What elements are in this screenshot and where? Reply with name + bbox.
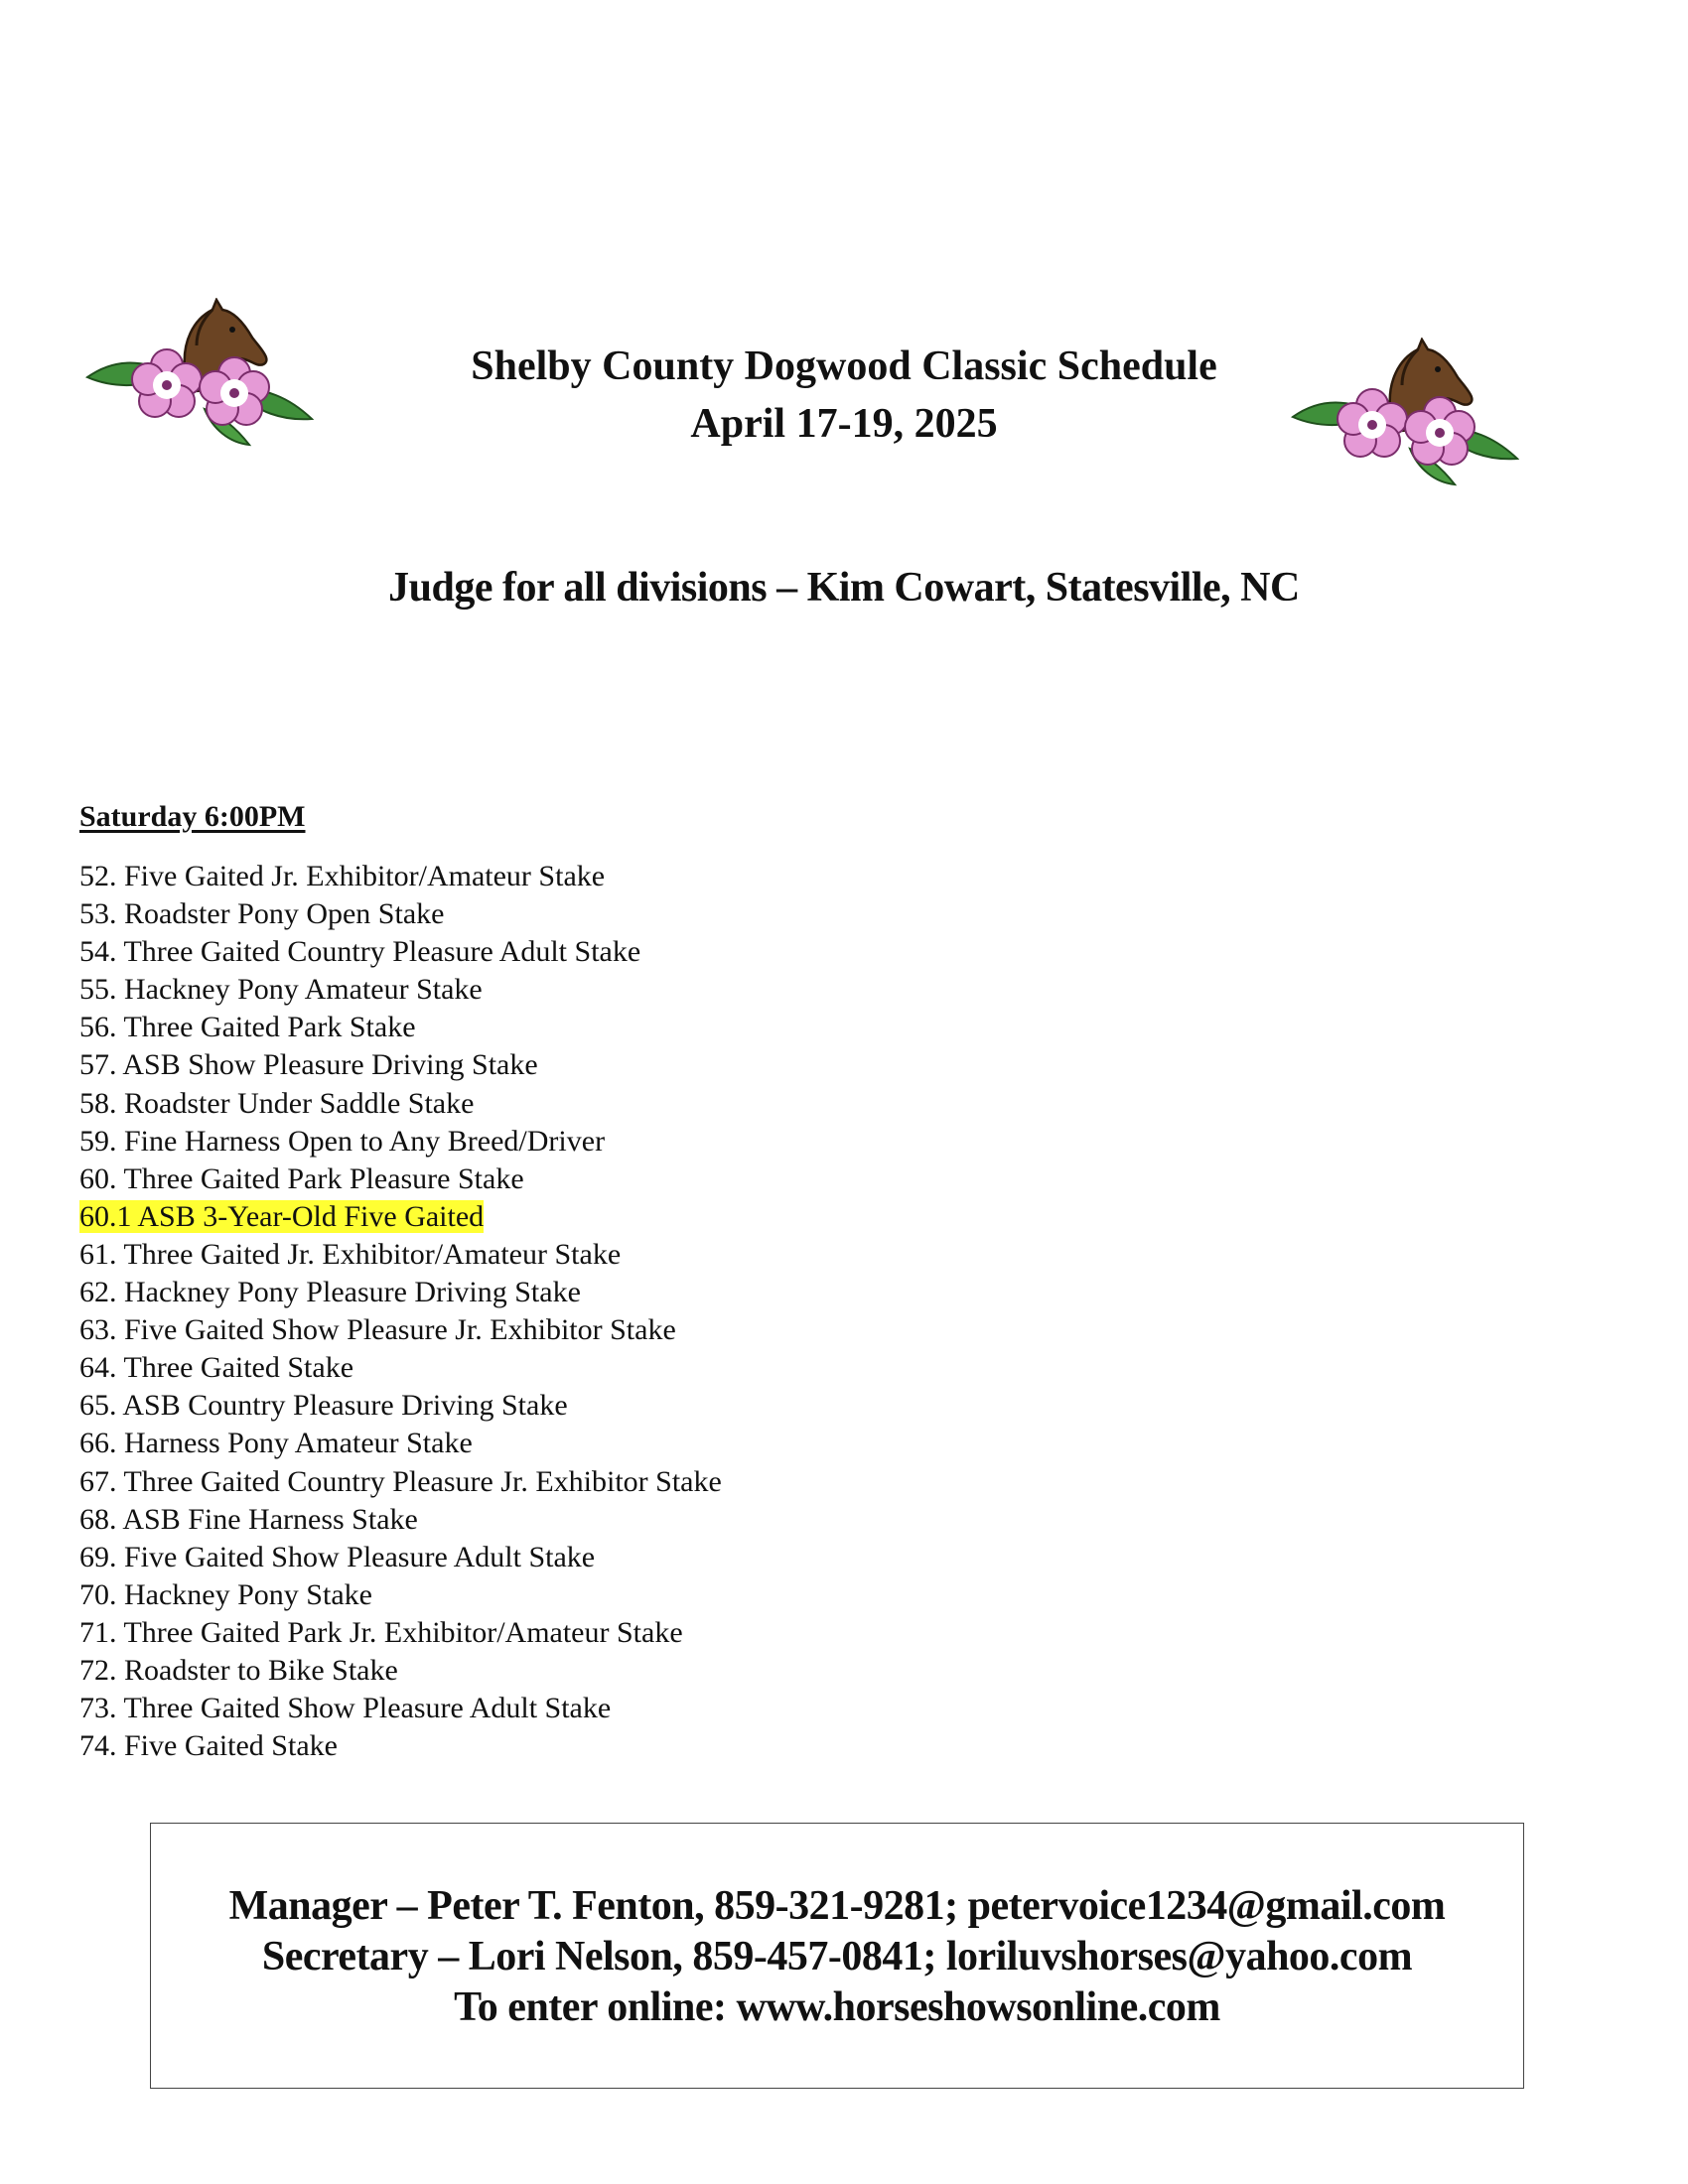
class-label: 73. Three Gaited Show Pleasure Adult Stake — [79, 1692, 612, 1725]
class-label: 74. Five Gaited Stake — [79, 1729, 338, 1763]
document-header — [0, 338, 1688, 453]
online-entry: To enter online: www.horseshowsonline.com — [454, 1984, 1220, 2030]
class-label: 59. Fine Harness Open to Any Breed/Driver — [79, 1124, 606, 1158]
class-list-item — [79, 1236, 722, 1274]
class-list-item — [79, 1274, 722, 1311]
class-label: 56. Three Gaited Park Stake — [79, 1011, 416, 1044]
class-list-item — [79, 1463, 722, 1501]
class-list-item — [79, 1085, 722, 1123]
class-label: 57. ASB Show Pleasure Driving Stake — [79, 1048, 538, 1082]
class-label: 72. Roadster to Bike Stake — [79, 1653, 398, 1687]
document-title: Shelby County Dogwood Classic Schedule — [471, 343, 1217, 389]
class-list-item — [79, 1387, 722, 1425]
class-label: 62. Hackney Pony Pleasure Driving Stake — [79, 1276, 581, 1309]
class-list-item — [79, 1539, 722, 1576]
class-label: 58. Roadster Under Saddle Stake — [79, 1086, 475, 1120]
class-list-item — [79, 895, 722, 933]
class-list-item — [79, 1123, 722, 1160]
class-list-item — [79, 1198, 722, 1236]
class-label: 69. Five Gaited Show Pleasure Adult Stake — [79, 1540, 596, 1573]
secretary-contact: Secretary – Lori Nelson, 859-457-0841; loriluvshorses@yahoo.com — [261, 1934, 1413, 1979]
class-list-item — [79, 1690, 722, 1727]
class-list-item — [79, 933, 722, 971]
class-list-item — [79, 1009, 722, 1046]
class-label: 60.1 ASB 3-Year-Old Five Gaited — [79, 1199, 485, 1233]
class-label: 53. Roadster Pony Open Stake — [79, 897, 445, 931]
class-label: 66. Harness Pony Amateur Stake — [79, 1427, 473, 1460]
class-label: 71. Three Gaited Park Jr. Exhibitor/Amateur Stake — [79, 1615, 683, 1649]
class-label: 64. Three Gaited Stake — [79, 1351, 354, 1385]
class-list-item — [79, 1349, 722, 1387]
class-list-item — [79, 1576, 722, 1614]
class-list-item — [79, 1501, 722, 1539]
class-label: 67. Three Gaited Country Pleasure Jr. Exhibitor Stake — [79, 1464, 722, 1498]
class-list-item — [79, 1652, 722, 1690]
session-heading: Saturday 6:00PM — [79, 800, 306, 833]
class-list-item — [79, 1727, 722, 1765]
class-label: 52. Five Gaited Jr. Exhibitor/Amateur Stake — [79, 860, 606, 892]
class-list-item — [79, 1311, 722, 1349]
class-label: 54. Three Gaited Country Pleasure Adult Stake — [79, 935, 641, 969]
class-list-item — [79, 1046, 722, 1084]
class-list-item — [79, 971, 722, 1009]
class-list-item — [79, 858, 722, 895]
class-list — [79, 858, 722, 1765]
class-list-item — [79, 1614, 722, 1652]
contact-box — [150, 1823, 1524, 2089]
class-label: 70. Hackney Pony Stake — [79, 1577, 372, 1611]
class-label: 60. Three Gaited Park Pleasure Stake — [79, 1161, 524, 1195]
event-dates: April 17-19, 2025 — [690, 401, 998, 447]
class-list-item — [79, 1160, 722, 1198]
judge-line: Judge for all divisions – Kim Cowart, Statesville, NC — [388, 565, 1300, 611]
class-label: 61. Three Gaited Jr. Exhibitor/Amateur Stake — [79, 1237, 622, 1271]
class-list-item — [79, 1425, 722, 1462]
class-label: 63. Five Gaited Show Pleasure Jr. Exhibitor Stake — [79, 1313, 676, 1347]
class-label: 55. Hackney Pony Amateur Stake — [79, 973, 483, 1007]
class-label: 68. ASB Fine Harness Stake — [79, 1502, 418, 1536]
class-label: 65. ASB Country Pleasure Driving Stake — [79, 1389, 568, 1423]
manager-contact: Manager – Peter T. Fenton, 859-321-9281; petervoice1234@gmail.com — [228, 1883, 1446, 1929]
